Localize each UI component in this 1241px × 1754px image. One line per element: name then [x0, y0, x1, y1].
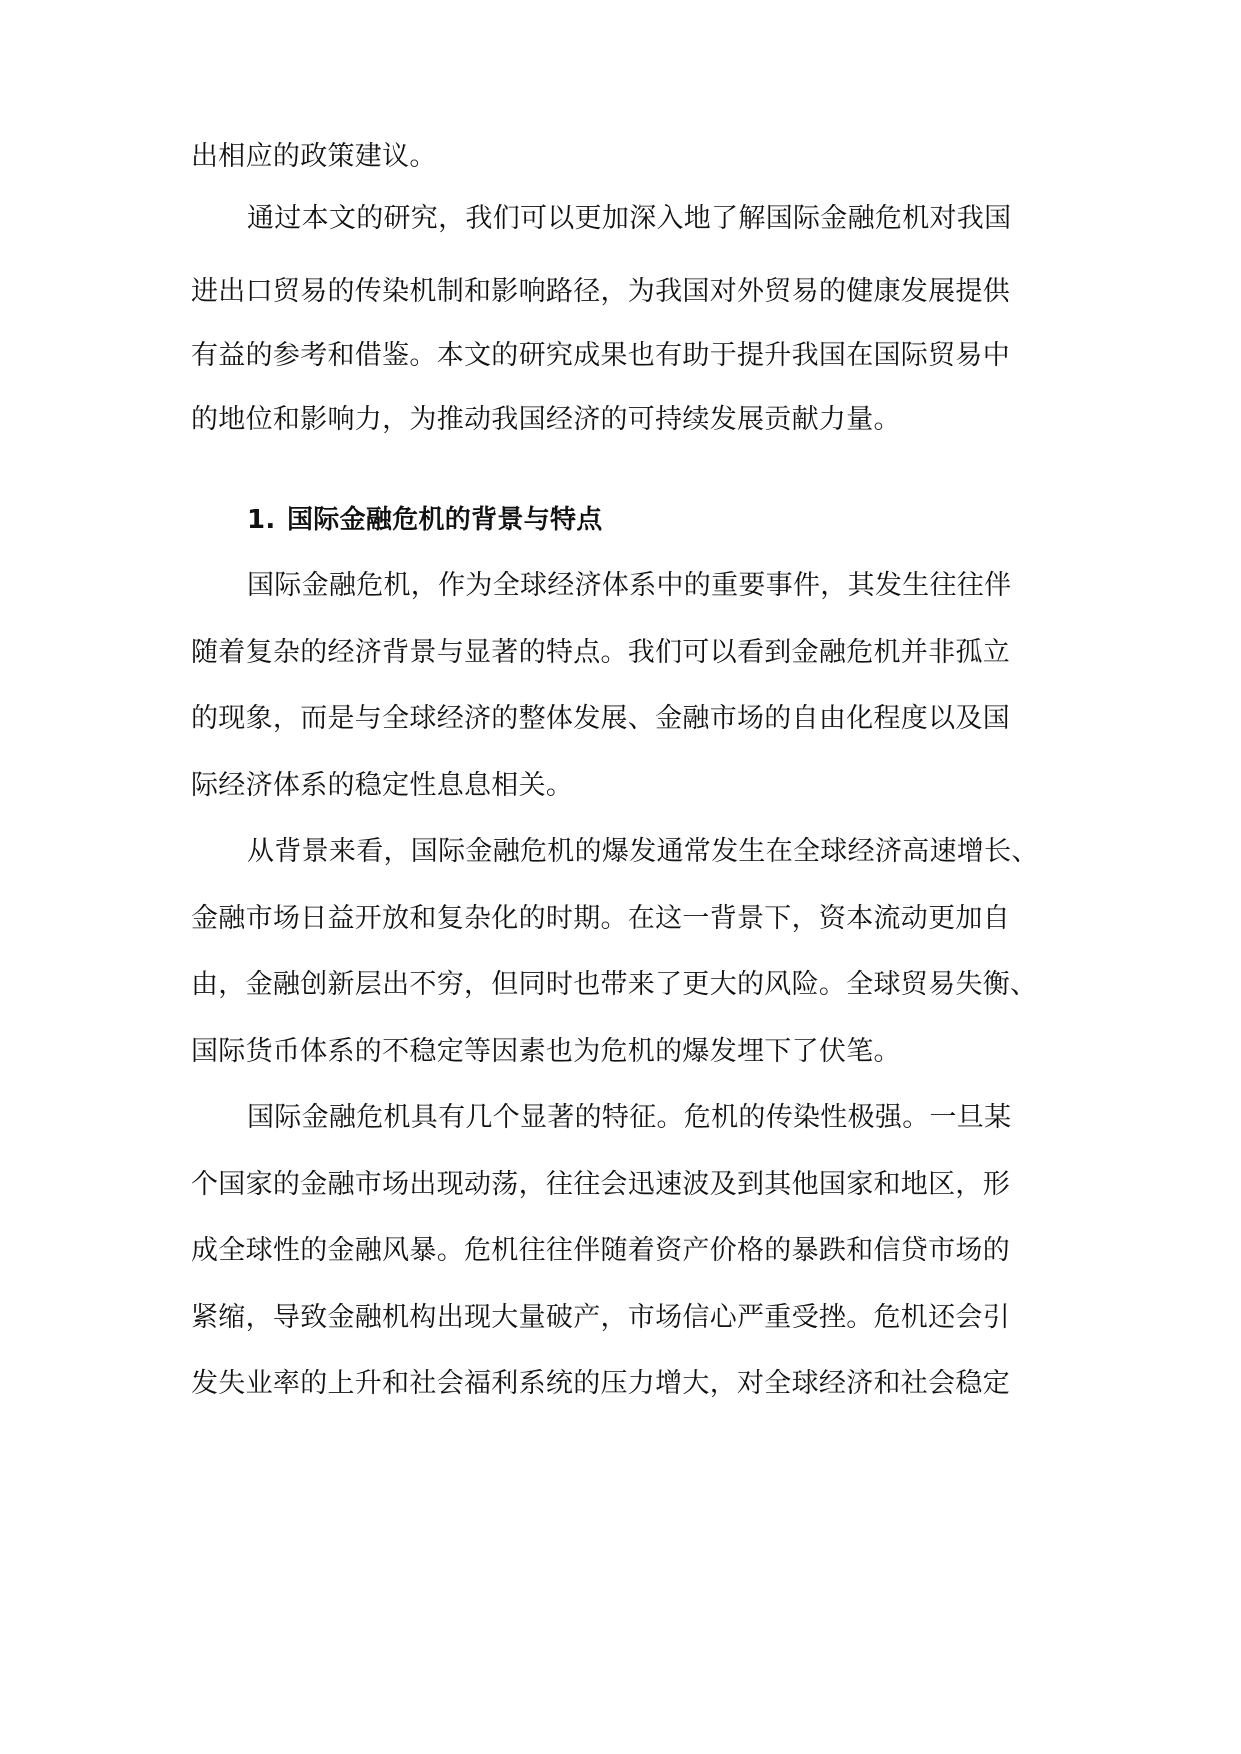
text-line: 出相应的政策建议。 — [191, 141, 437, 172]
text-line: 进出口贸易的传染机制和影响路径，为我国对外贸易的健康发展提供 — [191, 276, 1010, 307]
text-line: 由，金融创新层出不穷，但同时也带来了更大的风险。全球贸易失衡、 — [191, 969, 1038, 1000]
section-heading — [247, 500, 1071, 540]
text-line: 国际金融危机，作为全球经济体系中的重要事件，其发生往往伴 — [247, 570, 1012, 601]
text-line: 有益的参考和借鉴。本文的研究成果也有助于提升我国在国际贸易中 — [191, 340, 1010, 371]
text-line: 国际货币体系的不稳定等因素也为危机的爆发埋下了伏笔。 — [191, 1036, 901, 1067]
text-line: 紧缩，导致金融机构出现大量破产，市场信心严重受挫。危机还会引 — [191, 1302, 1010, 1333]
section-title: 国际金融危机的背景与特点 — [287, 505, 603, 535]
text-line: 通过本文的研究，我们可以更加深入地了解国际金融危机对我国 — [247, 203, 1012, 234]
text-line: 的地位和影响力，为推动我国经济的可持续发展贡献力量。 — [191, 404, 901, 435]
section-number: 1. — [247, 505, 276, 535]
text-line: 的现象，而是与全球经济的整体发展、金融市场的自由化程度以及国 — [191, 703, 1010, 734]
text-line: 际经济体系的稳定性息息相关。 — [191, 770, 574, 801]
text-line: 发失业率的上升和社会福利系统的压力增大，对全球经济和社会稳定 — [191, 1368, 1010, 1399]
text-line: 金融市场日益开放和复杂化的时期。在这一背景下，资本流动更加自 — [191, 903, 1010, 934]
text-line: 从背景来看，国际金融危机的爆发通常发生在全球经济高速增长、 — [247, 836, 1039, 867]
text-line: 国际金融危机具有几个显著的特征。危机的传染性极强。一旦某 — [247, 1102, 1012, 1133]
text-line: 成全球性的金融风暴。危机往往伴随着资产价格的暴跌和信贷市场的 — [191, 1235, 1010, 1266]
text-line: 随着复杂的经济背景与显著的特点。我们可以看到金融危机并非孤立 — [191, 637, 1010, 668]
text-line: 个国家的金融市场出现动荡，往往会迅速波及到其他国家和地区，形 — [191, 1169, 1010, 1200]
